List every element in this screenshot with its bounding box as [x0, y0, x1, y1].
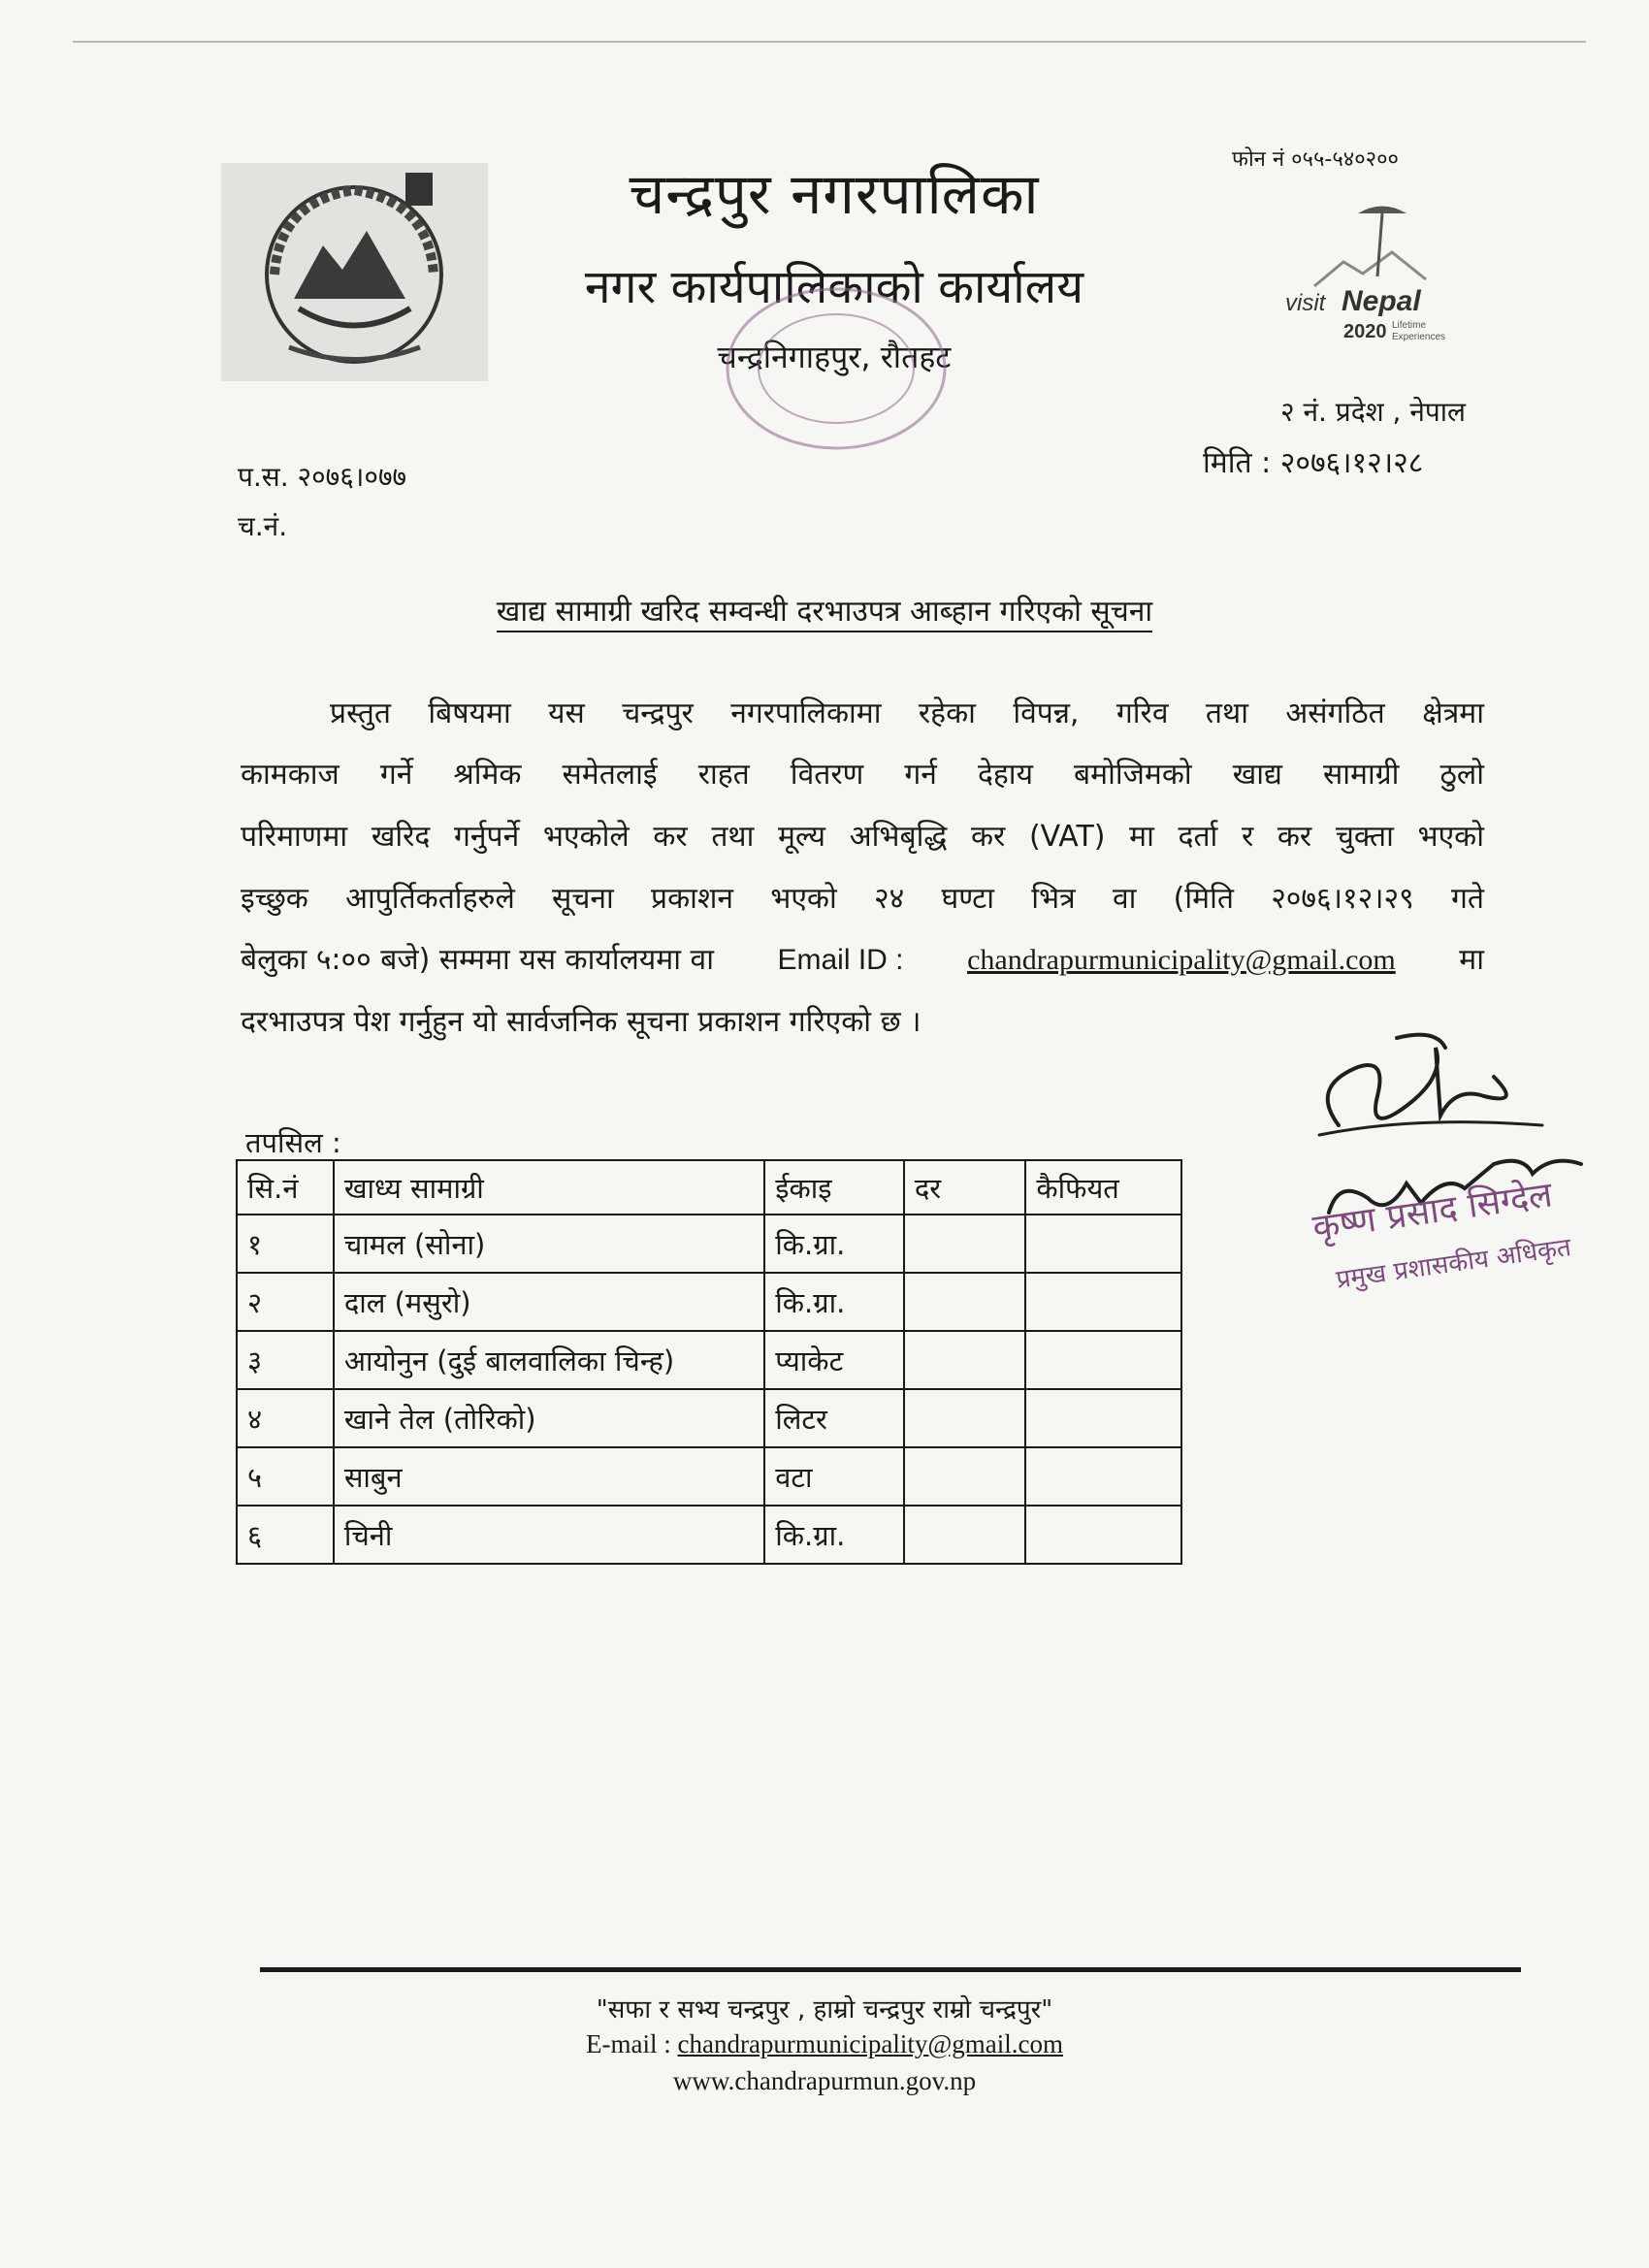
- cell-remarks: [1025, 1447, 1181, 1506]
- table-row: [237, 1331, 1181, 1389]
- province: २ नं. प्रदेश , नेपाल: [1280, 396, 1467, 428]
- header-unit: ईकाइ: [764, 1160, 904, 1215]
- municipality-name: चन्द्रपुर नगरपालिका: [629, 161, 1040, 227]
- header-serial: सि.नं: [237, 1160, 334, 1215]
- cell-serial: ४: [237, 1389, 334, 1447]
- cell-remarks: [1025, 1215, 1181, 1273]
- table-caption: [245, 1123, 341, 1161]
- svg-text:2020: 2020: [1343, 321, 1387, 342]
- table-row: [237, 1506, 1181, 1564]
- notice-line-5: [241, 941, 1484, 980]
- footer-email: [0, 2029, 1649, 2059]
- notice-line-4: इच्छुक आपुर्तिकर्ताहरुले सूचना प्रकाशन भएको २४ घण्टा भित्र वा (मिति २०७६।१२।२९ गते: [241, 882, 1484, 916]
- cell-serial: २: [237, 1273, 334, 1331]
- phone-number: फोन नं ०५५-५४०२००: [1232, 147, 1399, 172]
- cell-rate: [904, 1447, 1025, 1506]
- notice-subject-text: खाद्य सामाग्री खरिद सम्वन्धी दरभाउपत्र आब्हान गरिएको सूचना: [497, 595, 1152, 632]
- cell-rate: [904, 1389, 1025, 1447]
- svg-text:Experiences: Experiences: [1392, 332, 1446, 342]
- notice-line-5-suffix: मा: [1459, 943, 1484, 977]
- footer-email-label: E-mail :: [586, 2029, 671, 2058]
- office-location: चन्द्रनिगाहपुर, रौतहट: [717, 339, 952, 375]
- cell-item: आयोनुन (दुई बालवालिका चिन्ह): [334, 1331, 764, 1389]
- cell-remarks: [1025, 1389, 1181, 1447]
- notice-line-2: कामकाज गर्ने श्रमिक समेतलाई राहत वितरण गर्न देहाय बमोजिमको खाद्य सामाग्री ठुलो: [241, 758, 1484, 792]
- cell-unit: प्याकेट: [764, 1331, 904, 1389]
- office-stamp: [720, 281, 953, 456]
- reference-number: च.नं.: [238, 510, 288, 542]
- cell-remarks: [1025, 1506, 1181, 1564]
- cell-serial: ३: [237, 1331, 334, 1389]
- letter-date: मिति : २०७६।१२।२८: [1203, 446, 1424, 480]
- cell-item: चिनी: [334, 1506, 764, 1564]
- notice-line-1: प्रस्तुत बिषयमा यस चन्द्रपुर नगरपालिकामा रहेका विपन्न, गरिव तथा असंगठित क्षेत्रमा: [330, 697, 1484, 730]
- nepal-government-emblem: [221, 163, 488, 381]
- notice-line-6: दरभाउपत्र पेश गर्नुहुन यो सार्वजनिक सूचना प्रकाशन गरिएको छ ।: [241, 1005, 922, 1039]
- header-remarks: कैफियत: [1025, 1160, 1181, 1215]
- cell-unit: कि.ग्रा.: [764, 1215, 904, 1273]
- cell-rate: [904, 1331, 1025, 1389]
- office-name: नगर कार्यपालिकाको कार्यालय: [584, 260, 1084, 314]
- notice-line-5-prefix: बेलुका ५:०० बजे) सम्ममा यस कार्यालयमा वा: [241, 943, 714, 977]
- table-header-row: [237, 1160, 1181, 1215]
- cell-rate: [904, 1273, 1025, 1331]
- cell-item: चामल (सोना): [334, 1215, 764, 1273]
- cell-unit: लिटर: [764, 1389, 904, 1447]
- header-item: खाध्य सामाग्री: [334, 1160, 764, 1215]
- scan-edge-line: [73, 41, 1586, 43]
- header-rate: दर: [904, 1160, 1025, 1215]
- table-row: [237, 1215, 1181, 1273]
- svg-text:visit: visit: [1285, 290, 1326, 316]
- cell-item: साबुन: [334, 1447, 764, 1506]
- notice-line-3: परिमाणमा खरिद गर्नुपर्ने भएकोले कर तथा मूल्य अभिबृद्धि कर (VAT) मा दर्ता र कर चुक्ता भएको: [241, 820, 1484, 854]
- officer-name: कृष्ण प्रसाद सिग्देल: [1310, 1175, 1555, 1248]
- cell-serial: १: [237, 1215, 334, 1273]
- footer-email-link[interactable]: chandrapurmunicipality@gmail.com: [677, 2029, 1063, 2058]
- visit-nepal-2020-logo: [1266, 194, 1470, 349]
- table-row: [237, 1447, 1181, 1506]
- footer-slogan: "सफा र सभ्य चन्द्रपुर , हाम्रो चन्द्रपुर राम्रो चन्द्रपुर": [596, 1995, 1053, 2025]
- notice-email-label: Email ID :: [777, 944, 904, 976]
- cell-rate: [904, 1506, 1025, 1564]
- cell-unit: वटा: [764, 1447, 904, 1506]
- cell-item: खाने तेल (तोरिको): [334, 1389, 764, 1447]
- items-table: [236, 1159, 1182, 1565]
- cell-remarks: [1025, 1273, 1181, 1331]
- cell-unit: कि.ग्रा.: [764, 1273, 904, 1331]
- table-row: [237, 1389, 1181, 1447]
- footer-website[interactable]: www.chandrapurmun.gov.np: [672, 2066, 977, 2095]
- cell-unit: कि.ग्रा.: [764, 1506, 904, 1564]
- cell-serial: ५: [237, 1447, 334, 1506]
- notice-subject: [0, 590, 1649, 630]
- notice-email-link[interactable]: chandrapurmunicipality@gmail.com: [967, 944, 1396, 976]
- cell-rate: [904, 1215, 1025, 1273]
- footer-divider: [260, 1967, 1521, 1972]
- fiscal-year: प.स. २०७६।०७७: [238, 461, 407, 493]
- svg-text:Lifetime: Lifetime: [1392, 320, 1427, 331]
- cell-item: दाल (मसुरो): [334, 1273, 764, 1331]
- table-row: [237, 1273, 1181, 1331]
- cell-remarks: [1025, 1331, 1181, 1389]
- officer-title: प्रमुख प्रशासकीय अधिकृत: [1334, 1232, 1573, 1295]
- table-caption-text: तपसिल :: [245, 1126, 341, 1159]
- cell-serial: ६: [237, 1506, 334, 1564]
- svg-text:Nepal: Nepal: [1342, 285, 1421, 317]
